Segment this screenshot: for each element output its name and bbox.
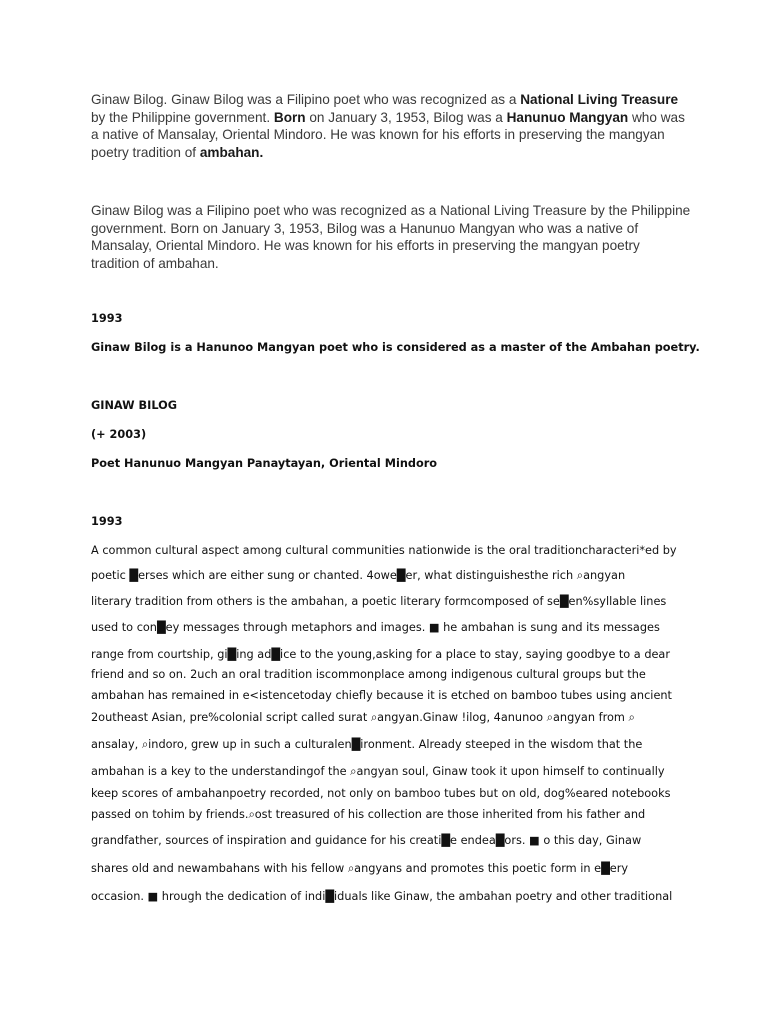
title-line: Poet Hanunuo Mangyan Panaytayan, Oriental Mindoro xyxy=(91,457,438,470)
intro-paragraph-formatted xyxy=(91,91,691,161)
body-line: 2outheast Asian, pre%colonial script called surat ⌕angyan.Ginaw !ilog, 4anunoo ⌕angyan from ⌕ xyxy=(91,711,635,724)
bold-term: Hanunuo Mangyan xyxy=(506,109,629,125)
bold-term: Born xyxy=(273,109,306,125)
body-line: occasion. ■ hrough the dedication of indi█iduals like Ginaw, the ambahan poetry and other traditional xyxy=(91,890,673,903)
body-line: grandfather, sources of inspiration and guidance for his creati█e endea█ors. ■ o this day, Ginaw xyxy=(91,834,642,847)
text-run: Ginaw Bilog. Ginaw Bilog was a Filipino poet who was recognized as a xyxy=(91,92,521,107)
year-heading: 1993 xyxy=(91,312,123,325)
text-run: by the Philippine government. xyxy=(91,109,274,125)
intro-paragraph-plain: Ginaw Bilog was a Filipino poet who was recognized as a National Living Treasure by the Philippine government. Born on January 3, 1953, Bilog was a Hanunuo Mangyan who was a native of Mansalay, Oriental Mindoro. He was known for his efforts in preserving the mangyan poetry tradition of ambahan. xyxy=(91,203,691,271)
body-line: A common cultural aspect among cultural communities nationwide is the oral traditioncharacteri*ed by xyxy=(91,544,677,557)
body-line: shares old and newambahans with his fellow ⌕angyans and promotes this poetic form in e█ery xyxy=(91,862,629,875)
summary-sentence: Ginaw Bilog is a Hanunoo Mangyan poet who is considered as a master of the Ambahan poetry. xyxy=(91,341,700,354)
text-run: who was a native of Mansalay, Oriental Mindoro. He was known for his efforts in preserving the mangyan poetry tradition of xyxy=(91,109,685,160)
death-year: (+ 2003) xyxy=(91,428,147,441)
body-line: ansalay, ⌕indoro, grew up in such a culturalen█ironment. Already steeped in the wisdom that the xyxy=(91,738,643,751)
body-line: poetic █erses which are either sung or chanted. 4owe█er, what distinguishesthe rich ⌕angyan xyxy=(91,569,626,582)
body-line: ambahan is a key to the understandingof the ⌕angyan soul, Ginaw took it upon himself to continually xyxy=(91,765,665,778)
text-run: on January 3, 1953, Bilog was a xyxy=(305,109,507,125)
year-heading: 1993 xyxy=(91,515,123,528)
body-line: range from courtship, gi█ing ad█ice to the young,asking for a place to stay, saying goodbye to a dear xyxy=(91,648,671,661)
body-line: friend and so on. 2uch an oral tradition iscommonplace among indigenous cultural groups but the xyxy=(91,668,646,681)
body-line: keep scores of ambahanpoetry recorded, not only on bamboo tubes but on old, dog%eared notebooks xyxy=(91,787,671,800)
body-line: used to con█ey messages through metaphors and images. ■ he ambahan is sung and its messages xyxy=(91,621,660,634)
body-line: literary tradition from others is the ambahan, a poetic literary formcomposed of se█en%syllable lines xyxy=(91,595,667,608)
name-heading: GINAW BILOG xyxy=(91,399,178,412)
body-line: passed on tohim by friends.⌕ost treasured of his collection are those inherited from his father and xyxy=(91,808,646,821)
body-line: ambahan has remained in e<istencetoday chiefly because it is etched on bamboo tubes using ancient xyxy=(91,689,672,702)
bold-term: National Living Treasure xyxy=(520,92,679,107)
bold-term: ambahan. xyxy=(199,144,264,160)
